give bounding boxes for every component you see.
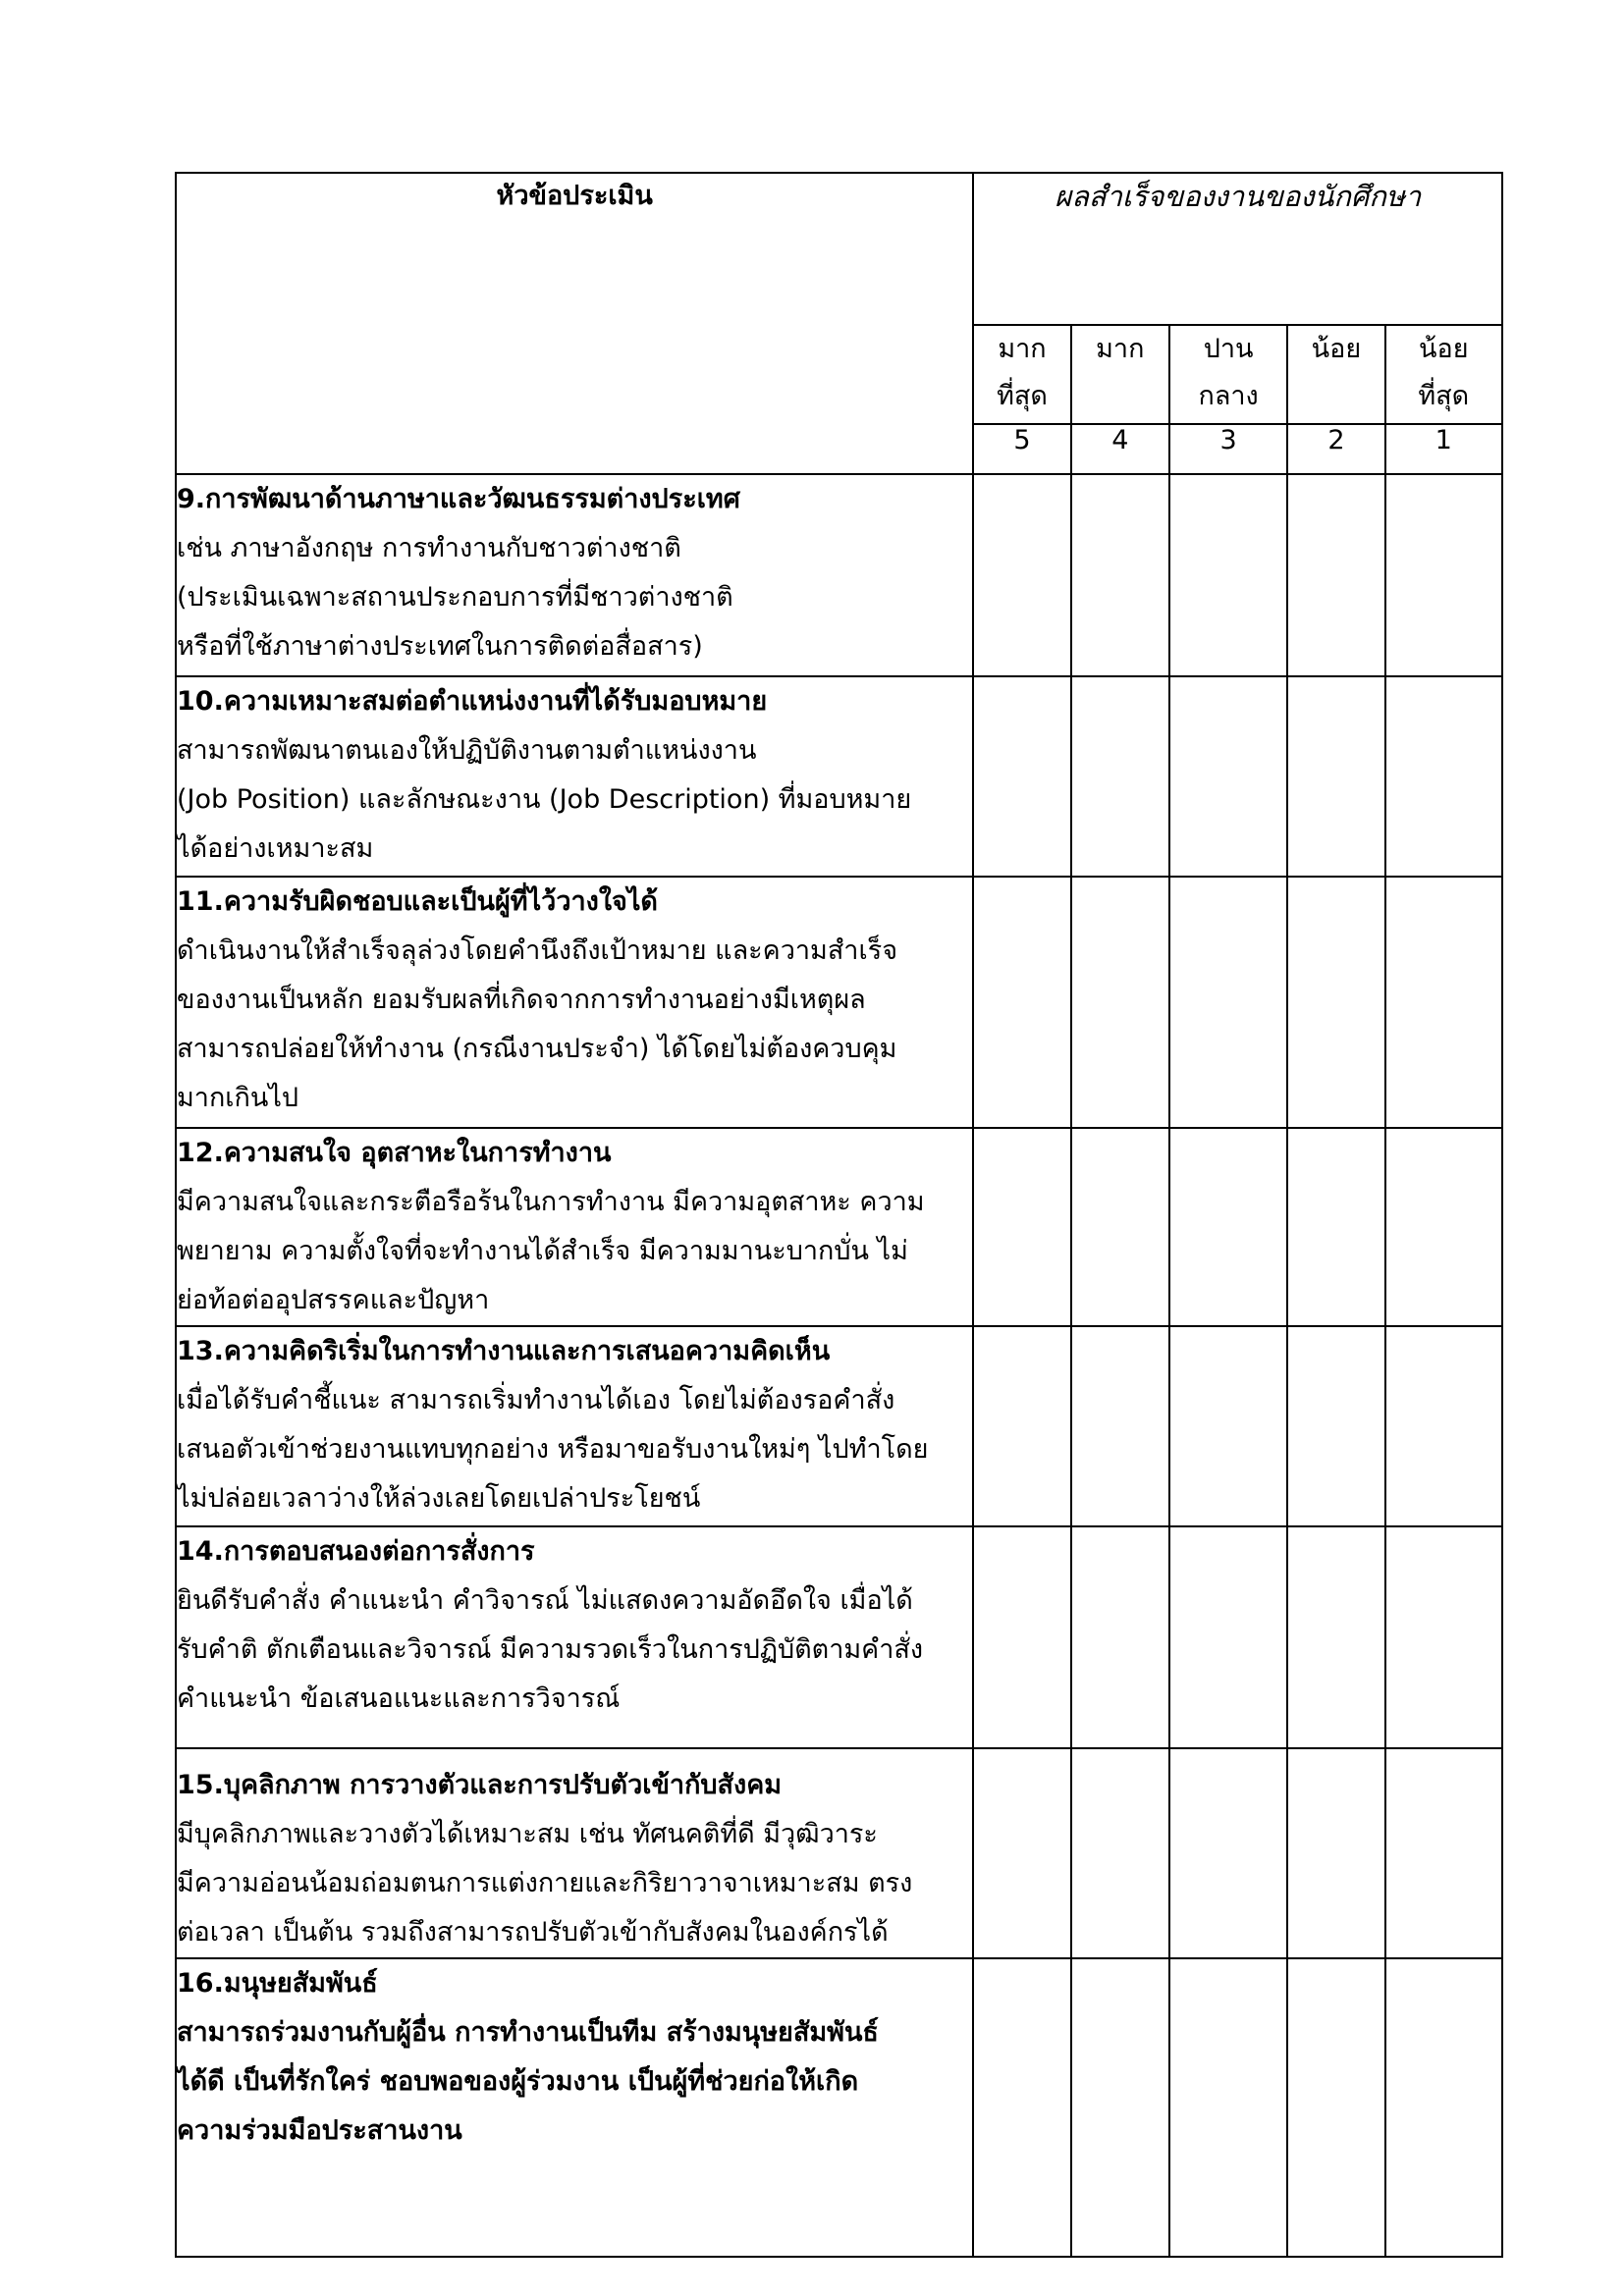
rating-cell-4[interactable] [1071,1958,1169,2257]
rating-cell-1[interactable] [1385,1958,1502,2257]
score-5: 5 [973,424,1070,474]
rating-cell-3[interactable] [1169,1326,1287,1526]
rating-cell-5[interactable] [973,1748,1070,1958]
rating-cell-2[interactable] [1287,1748,1384,1958]
rating-cell-4[interactable] [1071,1326,1169,1526]
table-row [176,877,1502,1128]
rating-cell-5[interactable] [973,474,1070,676]
rating-cell-3[interactable] [1169,1526,1287,1748]
rating-cell-4[interactable] [1071,877,1169,1128]
score-2: 2 [1287,424,1384,474]
rating-cell-4[interactable] [1071,1748,1169,1958]
rating-cell-3[interactable] [1169,1128,1287,1326]
score-4: 4 [1071,424,1169,474]
rating-cell-4[interactable] [1071,1526,1169,1748]
table-row [176,474,1502,676]
rating-cell-1[interactable] [1385,474,1502,676]
rating-cell-5[interactable] [973,877,1070,1128]
criterion-12: 12.ความสนใจ อุตสาหะในการทำงาน มีความสนใจและกระตือรือร้นในการทำงาน มีความอุตสาหะ ความ พยายาม ความตั้งใจที่จะทำงานได้สำเร็จ มีความมานะบากบั่น ไม่ ย่อท้อต่ออุปสรรคและปัญหา [176,1128,973,1326]
level-4-header: มาก [1071,325,1169,424]
rating-cell-1[interactable] [1385,676,1502,877]
level-3-header: ปาน กลาง [1169,325,1287,424]
rating-cell-5[interactable] [973,676,1070,877]
criterion-14: 14.การตอบสนองต่อการสั่งการ ยินดีรับคำสั่ง คำแนะนำ คำวิจารณ์ ไม่แสดงความอัดอึดใจ เมื่อได้ รับคำติ ตักเตือนและวิจารณ์ มีความรวดเร็วในการปฏิบัติตามคำสั่ง คำแนะนำ ข้อเสนอแนะและการวิจารณ์ [176,1526,973,1748]
rating-cell-3[interactable] [1169,474,1287,676]
rating-cell-3[interactable] [1169,1958,1287,2257]
rating-cell-5[interactable] [973,1326,1070,1526]
rating-cell-1[interactable] [1385,1326,1502,1526]
rating-cell-4[interactable] [1071,474,1169,676]
rating-cell-4[interactable] [1071,1128,1169,1326]
level-5-header: มาก ที่สุด [973,325,1070,424]
rating-cell-2[interactable] [1287,1958,1384,2257]
table-row [176,1958,1502,2257]
criterion-16: 16.มนุษยสัมพันธ์ สามารถร่วมงานกับผู้อื่น การทำงานเป็นทีม สร้างมนุษยสัมพันธ์ ได้ดี เป็นที่รักใคร่ ชอบพอของผู้ร่วมงาน เป็นผู้ที่ช่วยก่อให้เกิด ความร่วมมือประสานงาน [176,1958,973,2257]
table-row [176,1128,1502,1326]
rating-cell-2[interactable] [1287,676,1384,877]
rating-cell-1[interactable] [1385,1128,1502,1326]
level-2-header: น้อย [1287,325,1384,424]
table-row [176,676,1502,877]
rating-cell-5[interactable] [973,1128,1070,1326]
table-row [176,1326,1502,1526]
criterion-11: 11.ความรับผิดชอบและเป็นผู้ที่ไว้วางใจได้ ดำเนินงานให้สำเร็จลุล่วงโดยคำนึงถึงเป้าหมาย และความสำเร็จ ของงานเป็นหลัก ยอมรับผลที่เกิดจากการทำงานอย่างมีเหตุผล สามารถปล่อยให้ทำงาน (กรณีงานประจำ) ได้โดยไม่ต้องควบคุม มากเกินไป [176,877,973,1128]
criterion-9: 9.การพัฒนาด้านภาษาและวัฒนธรรมต่างประเทศ เช่น ภาษาอังกฤษ การทำงานกับชาวต่างชาติ (ประเมินเฉพาะสถานประกอบการที่มีชาวต่างชาติ หรือที่ใช้ภาษาต่างประเทศในการติดต่อสื่อสาร) [176,474,973,676]
criterion-15: 15.บุคลิกภาพ การวางตัวและการปรับตัวเข้ากับสังคม มีบุคลิกภาพและวางตัวได้เหมาะสม เช่น ทัศนคติที่ดี มีวุฒิวาระ มีความอ่อนน้อมถ่อมตนการแต่งกายและกิริยาวาจาเหมาะสม ตรง ต่อเวลา เป็นต้น รวมถึงสามารถปรับตัวเข้ากับสังคมในองค์กรได้ [176,1748,973,1958]
level-1-header: น้อย ที่สุด [1385,325,1502,424]
criterion-13: 13.ความคิดริเริ่มในการทำงานและการเสนอความคิดเห็น เมื่อได้รับคำชี้แนะ สามารถเริ่มทำงานได้เอง โดยไม่ต้องรอคำสั่ง เสนอตัวเข้าช่วยงานแทบทุกอย่าง หรือมาขอรับงานใหม่ๆ ไปทำโดย ไม่ปล่อยเวลาว่างให้ล่วงเลยโดยเปล่าประโยชน์ [176,1326,973,1526]
rating-cell-2[interactable] [1287,1526,1384,1748]
rating-cell-1[interactable] [1385,877,1502,1128]
rating-cell-5[interactable] [973,1958,1070,2257]
rating-cell-3[interactable] [1169,676,1287,877]
rating-cell-1[interactable] [1385,1526,1502,1748]
rating-cell-3[interactable] [1169,1748,1287,1958]
table-row [176,1526,1502,1748]
rating-cell-2[interactable] [1287,877,1384,1128]
score-3: 3 [1169,424,1287,474]
rating-cell-1[interactable] [1385,1748,1502,1958]
rating-cell-4[interactable] [1071,676,1169,877]
topic-header: หัวข้อประเมิน [176,173,973,474]
rating-cell-2[interactable] [1287,474,1384,676]
rating-cell-2[interactable] [1287,1128,1384,1326]
rating-cell-2[interactable] [1287,1326,1384,1526]
evaluation-table [175,172,1503,2258]
table-row [176,1748,1502,1958]
rating-group-header: ผลสำเร็จของงานของนักศึกษา [973,173,1502,325]
rating-cell-5[interactable] [973,1526,1070,1748]
score-1: 1 [1385,424,1502,474]
rating-cell-3[interactable] [1169,877,1287,1128]
criterion-10: 10.ความเหมาะสมต่อตำแหน่งงานที่ได้รับมอบหมาย สามารถพัฒนาตนเองให้ปฏิบัติงานตามตำแหน่งงาน (Job Position) และลักษณะงาน (Job Description) ที่มอบหมาย ได้อย่างเหมาะสม [176,676,973,877]
